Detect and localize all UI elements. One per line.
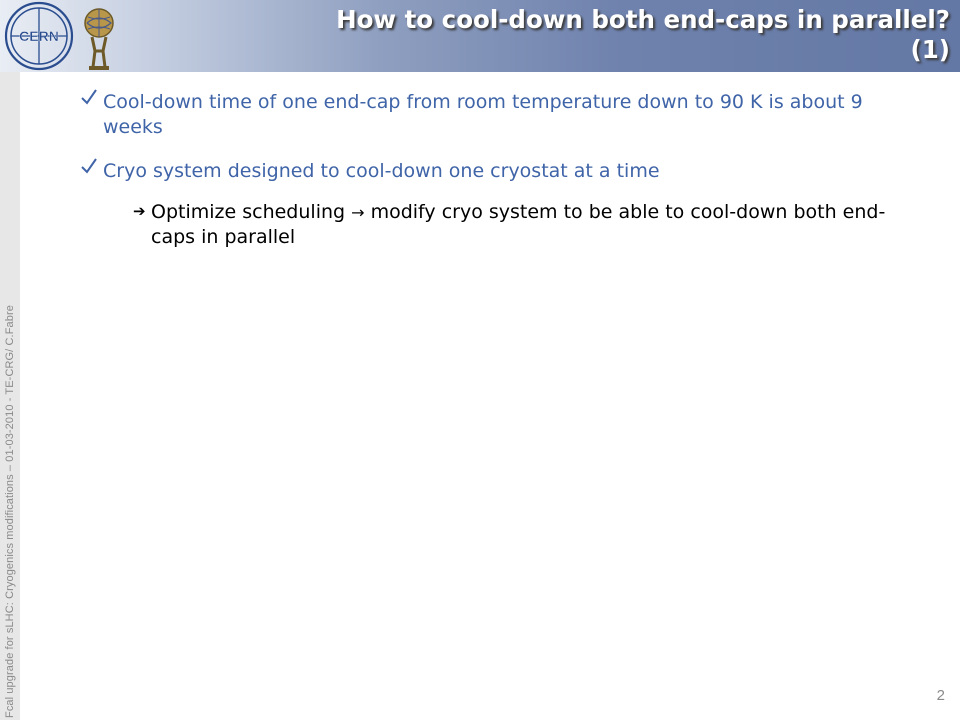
check-icon — [80, 88, 98, 106]
sub-bullet-part2: modify cryo system to be able to cool-down both end-caps in parallel — [151, 201, 886, 248]
slide-title: How to cool-down both end-caps in parallel? (1) — [336, 5, 950, 64]
inline-arrow-icon: → — [351, 203, 365, 222]
footer-text: Fcal upgrade for sLHC: Cryogenics modifications – 01-03-2010 - TE-CRG/ C.Fabre — [4, 305, 16, 718]
svg-text:CERN: CERN — [19, 28, 59, 44]
bullet-cooldown-time: Cool-down time of one end-cap from room temperature down to 90 K is about 9 weeks — [103, 91, 863, 138]
bullet-cryo-system: Cryo system designed to cool-down one cryostat at a time — [103, 160, 660, 182]
cern-logo — [2, 0, 76, 72]
vertical-footer — [0, 0, 20, 720]
atlas-logo — [80, 3, 118, 71]
arrow-right-icon: ➔ — [133, 202, 146, 220]
title-bar — [0, 0, 960, 72]
page-number: 2 — [936, 687, 945, 704]
check-icon — [80, 157, 98, 175]
sub-bullet-optimize — [151, 200, 911, 250]
sub-bullet-part1: Optimize scheduling — [151, 201, 346, 223]
